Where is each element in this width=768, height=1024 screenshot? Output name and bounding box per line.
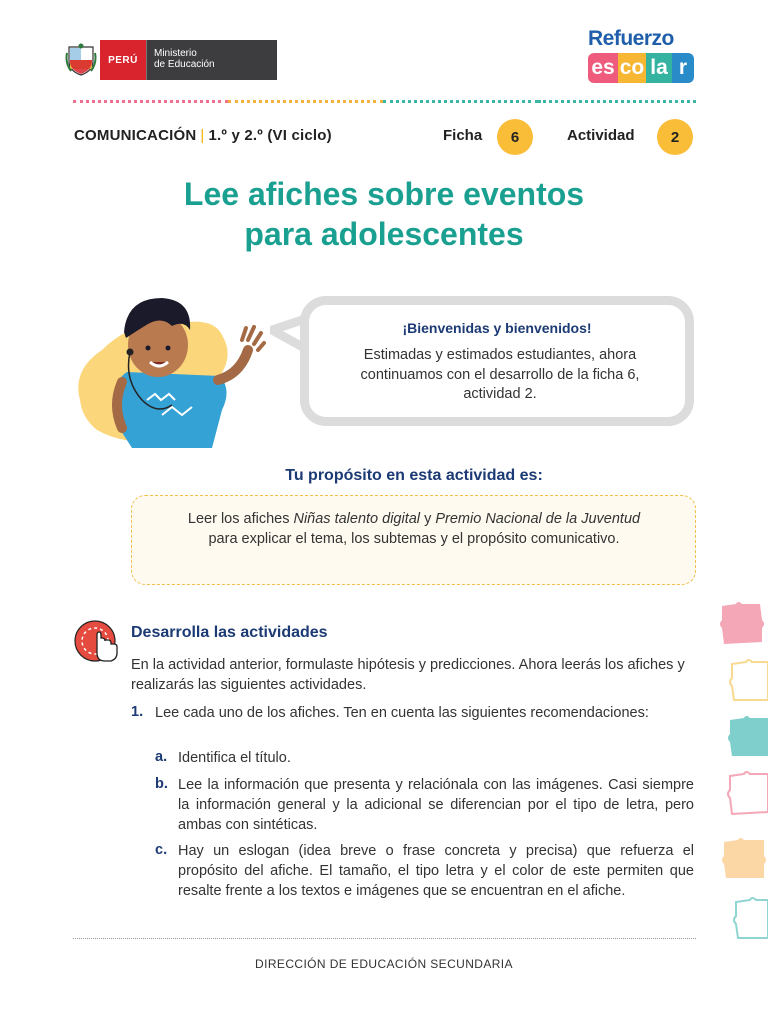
welcome-line-2: continuamos con el desarrollo de la ficha 6,: [360, 366, 640, 383]
welcome-message: [328, 346, 672, 405]
puzzle-piece-orange-icon: [718, 836, 768, 882]
item-1-number: 1.: [131, 704, 144, 720]
student-illustration: [72, 290, 282, 455]
activity-number-badge: 2: [657, 119, 693, 155]
activity-label: Actividad: [567, 127, 635, 144]
purpose-text-1: Leer los afiches: [187, 511, 294, 527]
item-b-label: b.: [155, 776, 168, 792]
title-line-2: para adolescentes: [244, 216, 524, 252]
header-divider-teal-2: [538, 100, 696, 103]
course-info: [74, 127, 332, 144]
activities-title: Desarrolla las actividades: [131, 624, 328, 641]
footer-divider: [73, 938, 696, 939]
item-c-text: Hay un eslogan (idea breve o frase concreta y precisa) que refuerza el propósito del afiche. El tamaño, el tipo letra y el color de este permiten que resalte frente a los textos e imágenes que se encuentran en el afiche.: [178, 843, 694, 899]
page-title: [84, 174, 684, 254]
item-1-text: Lee cada uno de los afiches. Ten en cuenta las siguientes recomendaciones:: [155, 705, 649, 721]
ministry-logo: [62, 40, 277, 80]
brand-bottom-text: [588, 53, 700, 83]
header-divider-yellow: [228, 100, 383, 103]
welcome-line-1: Estimadas y estimados estudiantes, ahora: [363, 347, 637, 363]
header-divider-pink: [73, 100, 228, 103]
ministry-name: [146, 40, 277, 80]
refuerzo-escolar-logo: [588, 28, 700, 90]
purpose-title: Tu propósito en esta actividad es:: [285, 467, 543, 484]
item-c-label: c.: [155, 842, 168, 858]
course-separator: |: [200, 127, 205, 144]
puzzle-piece-teal-icon: [724, 714, 768, 760]
touch-hand-icon: [73, 619, 121, 665]
item-a-label: a.: [155, 749, 168, 765]
subject-label: COMUNICACIÓN: [74, 127, 197, 144]
footer-text: DIRECCIÓN DE EDUCACIÓN SECUNDARIA: [255, 957, 513, 971]
brand-letter-co: co: [618, 53, 646, 83]
ficha-number-badge: 6: [497, 119, 533, 155]
brand-letter-es: es: [588, 53, 618, 83]
welcome-heading: ¡Bienvenidas y bienvenidos!: [402, 320, 592, 336]
country-label: PERÚ: [100, 40, 146, 80]
ministry-line-1: Ministerio: [154, 48, 197, 59]
brand-top-text: Refuerzo: [588, 27, 674, 50]
item-b-text: Lee la información que presenta y relaciónala con las imágenes. Casi siempre la información general y la adicional se diferencian por el tipo de letra, pero ambas con sintéticas.: [178, 777, 694, 833]
brand-letter-la: la: [646, 53, 672, 83]
puzzle-piece-pink-outline-icon: [724, 770, 768, 818]
purpose-text-2: y: [420, 511, 436, 527]
item-a-text: Identifica el título.: [178, 750, 291, 766]
purpose-text-3: para explicar el tema, los subtemas y el propósito comunicativo.: [208, 530, 620, 547]
poster-title-1: Niñas talento digital: [293, 511, 421, 527]
puzzle-piece-pink-icon: [716, 600, 768, 648]
poster-title-2: Premio Nacional de la Juventud: [435, 511, 641, 527]
puzzle-piece-teal-outline-icon: [730, 896, 768, 944]
grade-label: 1.º y 2.º (VI ciclo): [208, 127, 332, 144]
ministry-line-2: de Educación: [154, 59, 215, 70]
ficha-label: Ficha: [443, 127, 483, 144]
header-divider-teal: [383, 100, 538, 103]
national-seal-icon: [62, 40, 100, 80]
brand-letter-r: r: [672, 53, 694, 83]
welcome-line-3: actividad 2.: [463, 386, 537, 402]
activities-intro: En la actividad anterior, formulaste hipótesis y predicciones. Ahora leerás los afiches y realizarás las siguientes actividades.: [131, 657, 685, 693]
puzzle-piece-yellow-outline-icon: [726, 658, 768, 704]
title-line-1: Lee afiches sobre eventos: [183, 176, 585, 212]
purpose-text: [172, 510, 656, 549]
